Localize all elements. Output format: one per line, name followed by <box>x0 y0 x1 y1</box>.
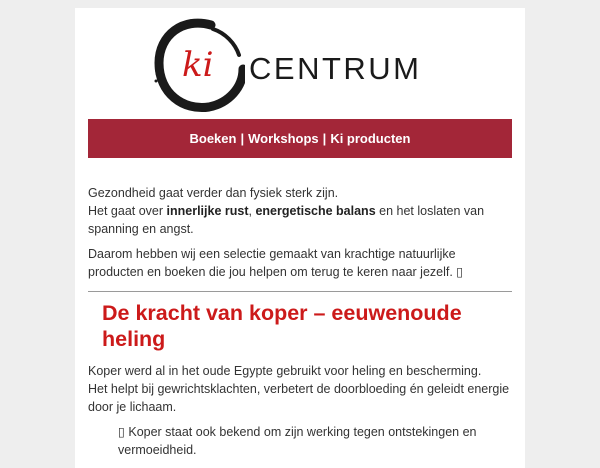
intro-line-1: Gezondheid gaat verder dan fysiek sterk zijn. <box>88 186 339 200</box>
email-content <box>88 184 512 466</box>
nav-separator: | <box>322 131 327 146</box>
intro-text: , <box>248 204 256 218</box>
logo-wordmark: CENTRUM <box>249 51 422 86</box>
intro-bold-balans: energetische balans <box>255 204 376 218</box>
intro-text: Het gaat over <box>88 204 167 218</box>
nav-bar <box>88 119 512 158</box>
intro-bold-rust: innerlijke rust <box>166 204 249 218</box>
section-body-line-2: Het helpt bij gewrichtsklachten, verbetert de doorbloeding én geleidt energie door je lichaam. <box>88 382 510 414</box>
nav-separator: | <box>240 131 245 146</box>
ki-mark-text: ki <box>182 45 214 85</box>
intro-text: en het loslaten van spanning en angst. <box>88 204 485 236</box>
intro-paragraph-2: Daarom hebben wij een selectie gemaakt van krachtige natuurlijke producten en boeken die jou helpen om terug te keren naar jezelf. ▯ <box>88 247 464 279</box>
nav-link-ki-producten[interactable]: Ki producten <box>330 131 411 146</box>
section-title: De kracht van koper – eeuwenoude heling <box>102 301 462 351</box>
divider <box>88 291 512 292</box>
ki-centrum-logo[interactable] <box>153 15 443 115</box>
section-body <box>88 362 512 416</box>
intro-paragraph <box>88 184 512 238</box>
nav-link-workshops[interactable]: Workshops <box>248 131 319 146</box>
email-card <box>75 8 525 468</box>
section-body-line-1: Koper werd al in het oude Egypte gebruikt voor heling en bescherming. <box>88 364 482 378</box>
bullet-item: ▯ Koper staat ook bekend om zijn werking tegen ontstekingen en vermoeidheid. <box>118 425 477 457</box>
enso-brush-icon <box>153 15 245 115</box>
nav-link-boeken[interactable]: Boeken <box>189 131 237 146</box>
